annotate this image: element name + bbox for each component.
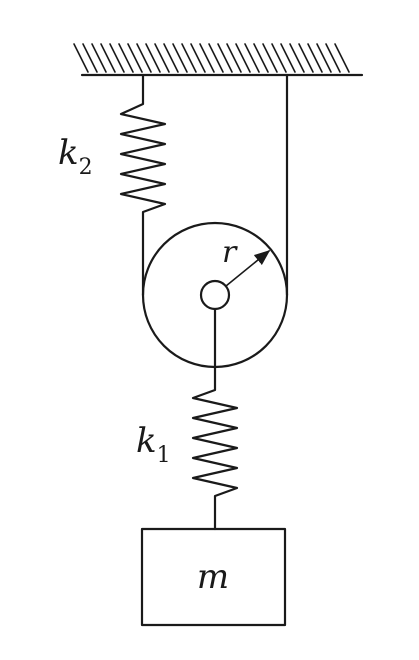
spring-k2-subscript: 2: [78, 155, 93, 180]
pulley-axle: [201, 281, 229, 309]
mass-label: m: [196, 557, 230, 597]
spring-k1-label: [136, 421, 171, 468]
spring-k2-label: [58, 133, 93, 180]
spring-k1: [193, 309, 237, 529]
ceiling-hatching: [74, 44, 349, 72]
spring-k1-symbol: k: [136, 421, 157, 461]
spring-k1-subscript: 1: [156, 443, 171, 468]
radius-label: r: [222, 235, 237, 270]
spring-k2-symbol: k: [58, 133, 79, 173]
spring-k2: [121, 75, 165, 295]
